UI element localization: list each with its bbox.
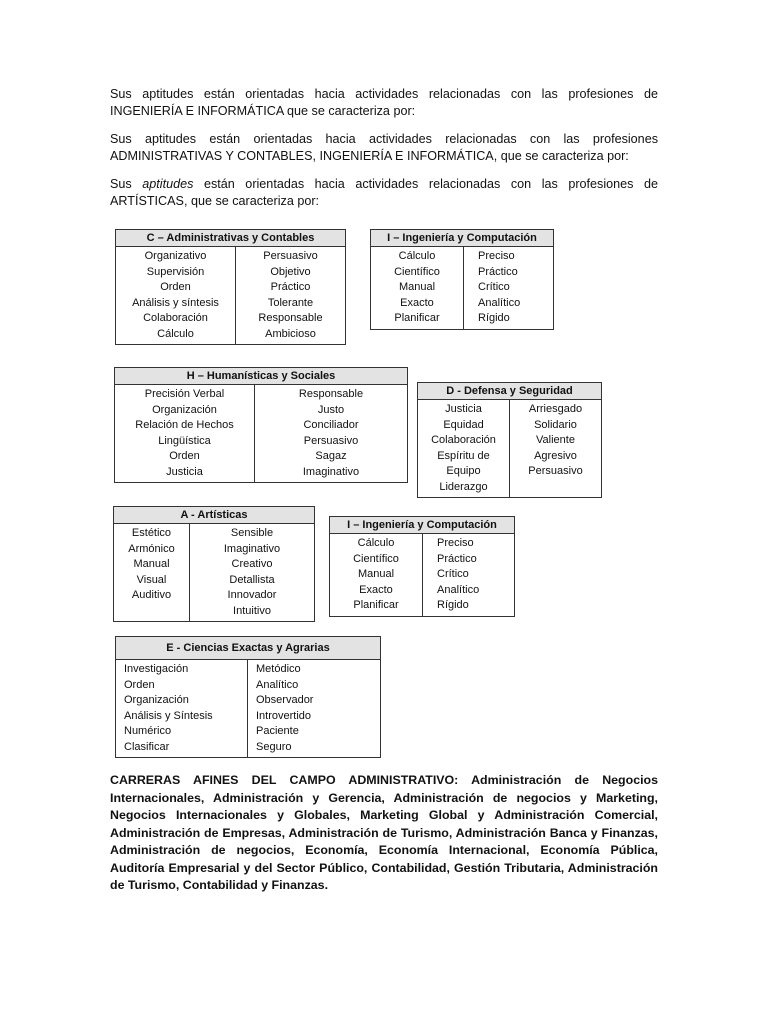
table-i-ingenieria-2 [329,516,515,617]
list-item: Solidario [534,418,577,431]
list-item: Introvertido [256,709,312,722]
list-item: Colaboración [143,312,208,324]
list-item: Relación de Hechos [135,419,234,431]
list-item: Agresivo [534,449,577,462]
list-item: Supervisión [146,265,205,278]
table-d-left-list [418,402,509,495]
list-item: Cálculo [398,250,436,262]
list-item: Manual [357,568,395,580]
list-item: Detallista [229,573,275,586]
list-item: Exacto [359,583,393,596]
table-a-left-list [114,526,189,604]
list-item: Innovador [227,589,277,601]
intro-p3-end: están orientadas hacia actividades relacionadas con las profesiones de ARTÍSTICAS, que se caracteriza por: [110,177,659,208]
list-item: Analítico [478,296,521,309]
intro-p3-emphasis: aptitudes [142,177,194,191]
list-item: Planificar [394,312,440,324]
list-item: Persuasivo [263,250,318,262]
list-item: Persuasivo [528,465,583,477]
list-item: Persuasivo [303,434,359,447]
table-i1-left-list [371,249,463,327]
table-h-title: H – Humanísticas y Sociales [115,368,408,385]
table-c-administrativas [115,229,346,345]
list-item: Numérico [124,725,172,737]
table-e-ciencias-exactas [115,636,381,758]
table-c-left-list [116,249,235,342]
list-item: Análisis y síntesis [132,296,219,309]
list-item: Auditivo [131,589,172,601]
list-item: Científico [353,552,399,565]
list-item: Visual [136,573,167,586]
list-item: Manual [398,281,436,293]
table-d-defensa [417,382,602,498]
list-item: Responsable [298,388,364,400]
list-item: Espíritu de [437,449,490,462]
table-e-title: E - Ciencias Exactas y Agrarias [116,637,381,660]
list-item: Justo [317,403,345,416]
list-item: Organización [124,694,189,706]
list-item: Análisis y Síntesis [124,709,213,722]
table-e-left-list [116,662,247,755]
table-c-title: C – Administrativas y Contables [116,230,346,247]
table-a-title: A - Artísticas [114,507,315,524]
list-item: Justicia [445,403,482,415]
list-item: Intuitivo [233,604,271,617]
list-item: Práctico [437,552,477,565]
list-item: Equipo [446,465,481,477]
list-item: Exacto [400,296,434,309]
list-item: Conciliador [303,419,359,431]
list-item: Rígido [437,599,469,611]
list-item: Analítico [437,583,480,596]
list-item: Estético [131,527,172,539]
intro-paragraph-2: Sus aptitudes están orientadas hacia actividades relacionadas con las profesiones ADMINISTRATIVAS Y CONTABLES, INGENIERÍA E INFORMÁTICA, que se caracteriza por: [110,132,658,163]
list-item: Analítico [256,678,299,691]
intro-paragraph-3 [110,176,658,210]
list-item: Organizativo [144,250,207,262]
table-d-title: D - Defensa y Seguridad [418,383,602,400]
list-item: Armónico [128,542,175,555]
table-a-artisticas [113,506,315,622]
list-item: Planificar [353,599,399,611]
list-item: Sagaz [315,450,347,462]
list-item: Científico [394,265,440,278]
list-item: Lingüística [158,434,211,447]
list-item: Orden [124,678,155,691]
table-h-humanisticas [114,367,408,483]
list-item: Metódico [256,663,301,675]
table-i2-right-list [423,536,514,614]
list-item: Preciso [478,250,515,262]
table-i1-right-list [464,249,553,327]
table-i-ingenieria-1 [370,229,554,330]
intro-p3-start: Sus [110,177,132,191]
list-item: Cálculo [357,537,395,549]
table-d-right-list [510,402,601,480]
list-item: Objetivo [270,265,311,278]
list-item: Equidad [443,418,484,431]
list-item: Creativo [231,558,273,570]
careers-paragraph: CARRERAS AFINES DEL CAMPO ADMINISTRATIVO: Administración de Negocios Internacionales, Administración y Gerencia, Administración de negocios y Marketing, Negocios Internacionales y Globales, Marketing Global y Administración Comercial, Administración de Empresas, Administración de Turismo, Administración Banca y Finanzas, Administración de negocios, Economía, Economía Internacional, Economía Pública, Auditoría Empresarial y del Sector Público, Contabilidad, Gestión Tributaria, Administración de Turismo, Contabilidad y Finanzas. [110,773,658,892]
table-i2-title: I – Ingeniería y Computación [330,517,515,534]
list-item: Ambicioso [265,327,316,340]
list-item: Arriesgado [528,403,583,415]
list-item: Seguro [256,740,292,753]
table-a-right-list [190,526,314,619]
table-h-right-list [255,387,407,480]
list-item: Imaginativo [302,465,360,478]
list-item: Práctico [270,281,311,293]
list-item: Investigación [124,663,189,675]
list-item: Paciente [256,725,299,737]
intro-paragraph-1: Sus aptitudes están orientadas hacia actividades relacionadas con las profesiones de INGENIERÍA E INFORMÁTICA que se caracteriza por: [110,87,658,118]
table-i1-title: I – Ingeniería y Computación [371,230,554,247]
list-item: Responsable [258,312,323,324]
table-i2-left-list [330,536,422,614]
list-item: Imaginativo [223,542,281,555]
list-item: Clasificar [124,740,170,753]
list-item: Justicia [166,465,203,478]
table-c-right-list [236,249,345,342]
list-item: Observador [256,694,314,706]
table-e-right-list [248,662,380,755]
list-item: Preciso [437,537,474,549]
list-item: Orden [169,450,200,462]
list-item: Crítico [437,568,469,580]
list-item: Manual [133,558,170,570]
list-item: Rígido [478,312,510,324]
list-item: Organización [152,403,217,416]
list-item: Liderazgo [439,480,488,493]
list-item: Orden [160,281,191,293]
list-item: Práctico [478,265,518,278]
list-item: Valiente [536,434,575,446]
list-item: Crítico [478,281,510,293]
list-item: Cálculo [157,327,194,340]
list-item: Colaboración [431,434,496,446]
list-item: Tolerante [267,296,314,309]
table-h-left-list [115,387,254,480]
list-item: Sensible [230,527,274,539]
list-item: Precisión Verbal [144,388,225,400]
